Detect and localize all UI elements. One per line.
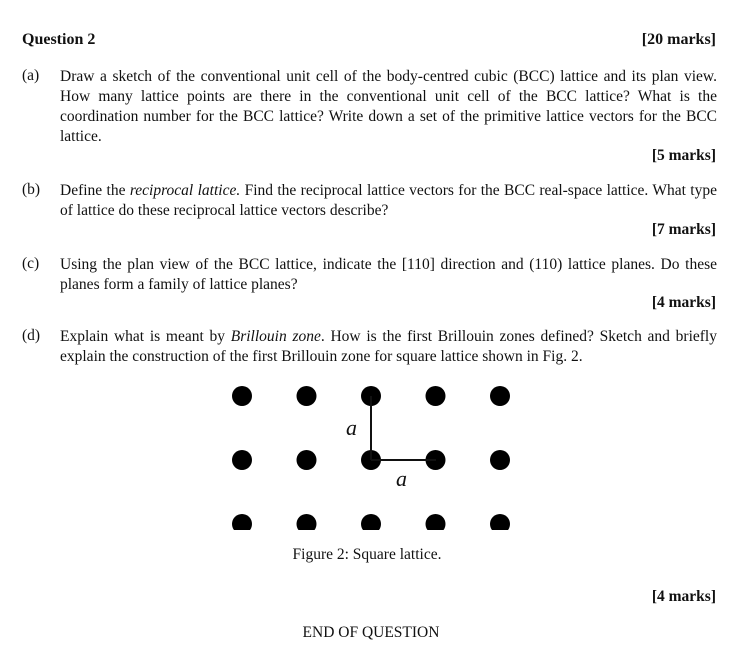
lattice-point — [232, 514, 252, 530]
lattice-point — [232, 386, 252, 406]
part-c-label: (c) — [22, 255, 40, 272]
part-a-text: Draw a sketch of the conventional unit cell of the body-centred cubic (BCC) lattice and its plan view. How many lattice points are there in the conventional unit cell of the BCC lattice? What is the coordination number for the BCC lattice? Write down a set of the primitive lattice vectors for the BCC lattice. — [60, 68, 717, 145]
lattice-point — [490, 514, 510, 530]
part-a-marks: [5 marks] — [651, 147, 716, 164]
question-title: Question 2 — [22, 31, 96, 48]
part-d-text-after: . How is the first Brillouin zones defined? Sketch and briefly explain the construction of the first Brillouin zone for square lattice shown in Fig. 2. — [60, 328, 717, 365]
part-d-emphasis: Brillouin zone — [230, 328, 321, 345]
lattice-point — [426, 386, 446, 406]
end-of-question: END OF QUESTION — [302, 624, 440, 641]
lattice-point — [297, 450, 317, 470]
part-d-text-before: Explain what is meant by — [60, 328, 231, 345]
horizontal-vector-label: a — [396, 466, 407, 491]
part-d-label: (d) — [22, 327, 41, 344]
figure-caption: Figure 2: Square lattice. — [292, 546, 442, 563]
vertical-vector-label: a — [346, 415, 357, 440]
lattice-point — [426, 514, 446, 530]
part-b-text — [60, 181, 717, 221]
lattice-point — [232, 450, 252, 470]
lattice-point — [490, 450, 510, 470]
part-d-marks: [4 marks] — [651, 588, 716, 605]
lattice-point — [297, 514, 317, 530]
total-marks: [20 marks] — [641, 31, 716, 48]
part-b-text-after: Find the reciprocal lattice vectors for the BCC real-space lattice. What type of lattice do these reciprocal lattice vectors describe? — [60, 182, 717, 219]
lattice-point — [361, 514, 381, 530]
part-b-marks: [7 marks] — [651, 221, 716, 238]
part-b-emphasis: reciprocal lattice. — [129, 182, 241, 199]
part-c-text: Using the plan view of the BCC lattice, indicate the [110] direction and (110) lattice planes. Do these planes form a family of lattice planes? — [60, 256, 717, 293]
lattice-point — [297, 386, 317, 406]
part-d-text — [60, 327, 717, 367]
part-b-text-before: Define the — [60, 182, 130, 199]
square-lattice-figure — [220, 380, 520, 530]
part-c-marks: [4 marks] — [651, 294, 716, 311]
lattice-point — [490, 386, 510, 406]
part-b-label: (b) — [22, 181, 41, 198]
part-a-label: (a) — [22, 67, 40, 84]
